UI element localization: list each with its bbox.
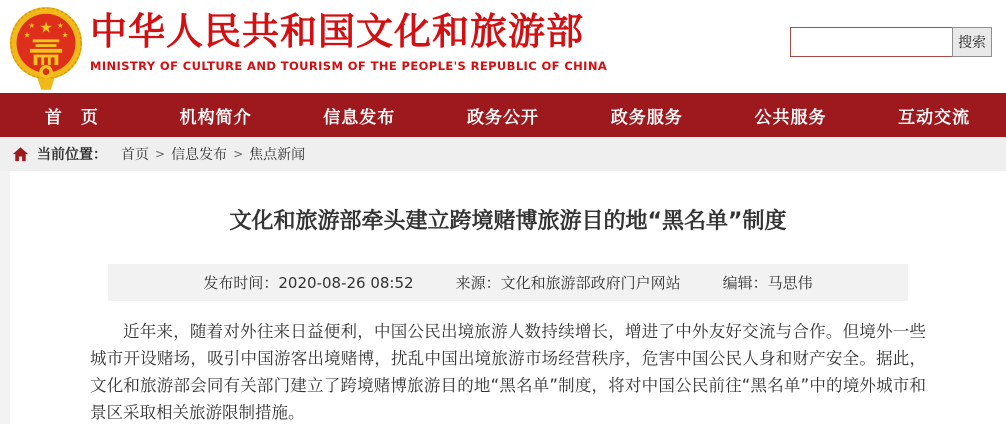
search-box xyxy=(790,27,992,57)
nav-item-public-services[interactable]: 公共服务 xyxy=(754,107,827,128)
breadcrumb-link-focus-news[interactable]: 焦点新闻 xyxy=(249,147,306,163)
home-icon xyxy=(12,146,29,163)
nav-item-gov-services[interactable]: 政务服务 xyxy=(610,107,683,128)
breadcrumb-link-home[interactable]: 首页 xyxy=(121,147,149,163)
publish-time-label: 发布时间： xyxy=(203,274,279,292)
article-meta-bar xyxy=(108,264,908,301)
search-button[interactable]: 搜索 xyxy=(952,27,992,57)
svg-text:★: ★ xyxy=(39,18,53,37)
main-nav xyxy=(0,93,1006,137)
site-header xyxy=(0,0,1006,93)
source-label: 来源： xyxy=(455,274,501,292)
national-emblem-logo xyxy=(8,3,84,91)
site-title: 中华人民共和国文化和旅游部 xyxy=(90,10,584,53)
publish-time xyxy=(203,272,413,293)
breadcrumb-link-information[interactable]: 信息发布 xyxy=(171,147,228,163)
article-content xyxy=(10,171,1006,424)
breadcrumb-separator: > xyxy=(233,147,244,161)
nav-item-organization[interactable]: 机构简介 xyxy=(179,107,252,128)
content-wrap xyxy=(0,171,1006,424)
site-title-block xyxy=(90,8,607,73)
article-editor xyxy=(723,272,813,293)
breadcrumb-label: 当前位置： xyxy=(37,147,107,163)
publish-time-value: 2020-08-26 08:52 xyxy=(278,274,414,292)
article-paragraph: 近年来，随着对外往来日益便利，中国公民出境旅游人数持续增长，增进了中外友好交流与合作。但境外一些城市开设赌场，吸引中国游客出境赌博，扰乱中国出境旅游市场经营秩序，危害中国公民人身和财产安全。据此，文化和旅游部会同有关部门建立了跨境赌博旅游目的地“黑名单”制度，将对中国公民前往“黑名单”中的境外城市和景区采取相关旅游限制措施。 xyxy=(90,322,926,422)
nav-item-gov-affairs[interactable]: 政务公开 xyxy=(467,107,540,128)
article-title: 文化和旅游部牵头建立跨境赌博旅游目的地“黑名单”制度 xyxy=(229,209,787,234)
nav-item-home[interactable]: 首 页 xyxy=(44,107,99,128)
article-source xyxy=(456,272,681,293)
svg-text:★: ★ xyxy=(23,30,31,40)
svg-text:★: ★ xyxy=(61,30,69,40)
svg-text:★: ★ xyxy=(28,21,36,30)
nav-item-information[interactable]: 信息发布 xyxy=(323,107,396,128)
site-title-en: MINISTRY OF CULTURE AND TOURISM OF THE PEOPLE'S REPUBLIC OF CHINA xyxy=(90,59,608,73)
editor-value: 马思伟 xyxy=(767,274,813,292)
search-input[interactable] xyxy=(790,27,953,57)
editor-label: 编辑： xyxy=(722,274,768,292)
source-value: 文化和旅游部政府门户网站 xyxy=(500,274,681,292)
breadcrumb xyxy=(0,137,1006,171)
breadcrumb-separator: > xyxy=(155,147,166,161)
svg-text:★: ★ xyxy=(56,21,64,30)
nav-item-interaction[interactable]: 互动交流 xyxy=(898,107,971,128)
